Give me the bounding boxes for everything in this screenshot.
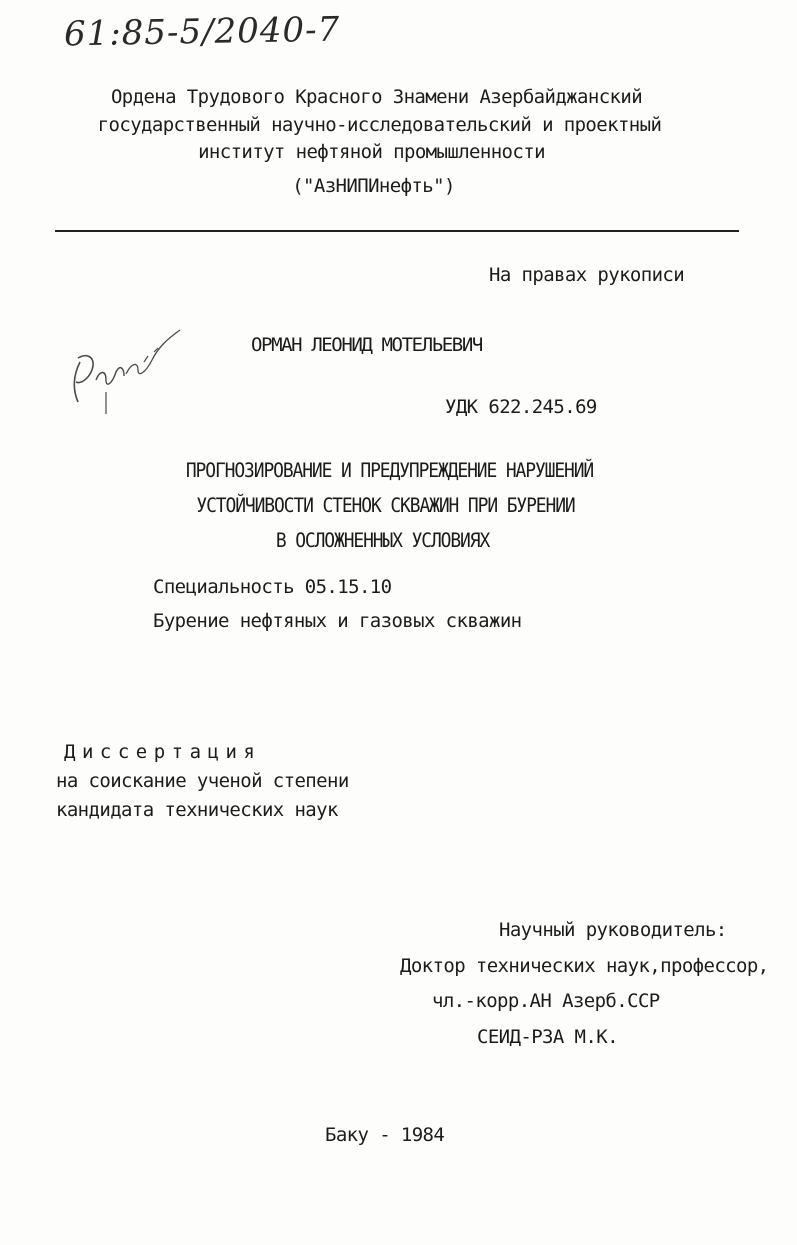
title-line-2: УСТОЙЧИВОСТИ СТЕНОК СКВАЖИН ПРИ БУРЕНИИ	[196, 494, 575, 517]
institute-line-3: институт нефтяной промышленности	[198, 141, 545, 163]
header-divider	[55, 230, 739, 232]
signature-scribble	[66, 322, 186, 417]
supervisor-name: СЕИД-РЗА М.К.	[477, 1026, 618, 1048]
supervisor-membership: чл.-корр.АН Азерб.ССР	[432, 990, 660, 1012]
dissertation-degree-line: на соискание ученой степени	[56, 770, 349, 792]
institute-short-name: ("АзНИПИнефть")	[292, 175, 455, 197]
archive-code: 61:85-5/2040-7	[63, 9, 341, 55]
specialty-name: Бурение нефтяных и газовых скважин	[153, 610, 522, 632]
place-year: Баку - 1984	[325, 1124, 445, 1146]
supervisor-heading: Научный руководитель:	[499, 919, 727, 941]
author-name: ОРМАН ЛЕОНИД МОТЕЛЬЕВИЧ	[251, 334, 482, 356]
supervisor-degree: Доктор технических наук,профессор,	[400, 955, 769, 977]
title-line-3: В ОСЛОЖНЕННЫХ УСЛОВИЯХ	[275, 529, 490, 552]
title-line-1: ПРОГНОЗИРОВАНИЕ И ПРЕДУПРЕЖДЕНИЕ НАРУШЕНИЙ	[185, 459, 594, 482]
udc-code: УДК 622.245.69	[445, 396, 597, 418]
manuscript-rights: На правах рукописи	[489, 264, 685, 286]
dissertation-field-line: кандидата технических наук	[56, 799, 338, 821]
institute-line-1: Ордена Трудового Красного Знамени Азербайджанский	[110, 86, 643, 108]
dissertation-word: Диссертация	[64, 741, 262, 763]
specialty-label: Специальность 05.15.10	[153, 576, 392, 598]
institute-line-2: государственный научно-исследовательский и проектный	[97, 114, 662, 136]
